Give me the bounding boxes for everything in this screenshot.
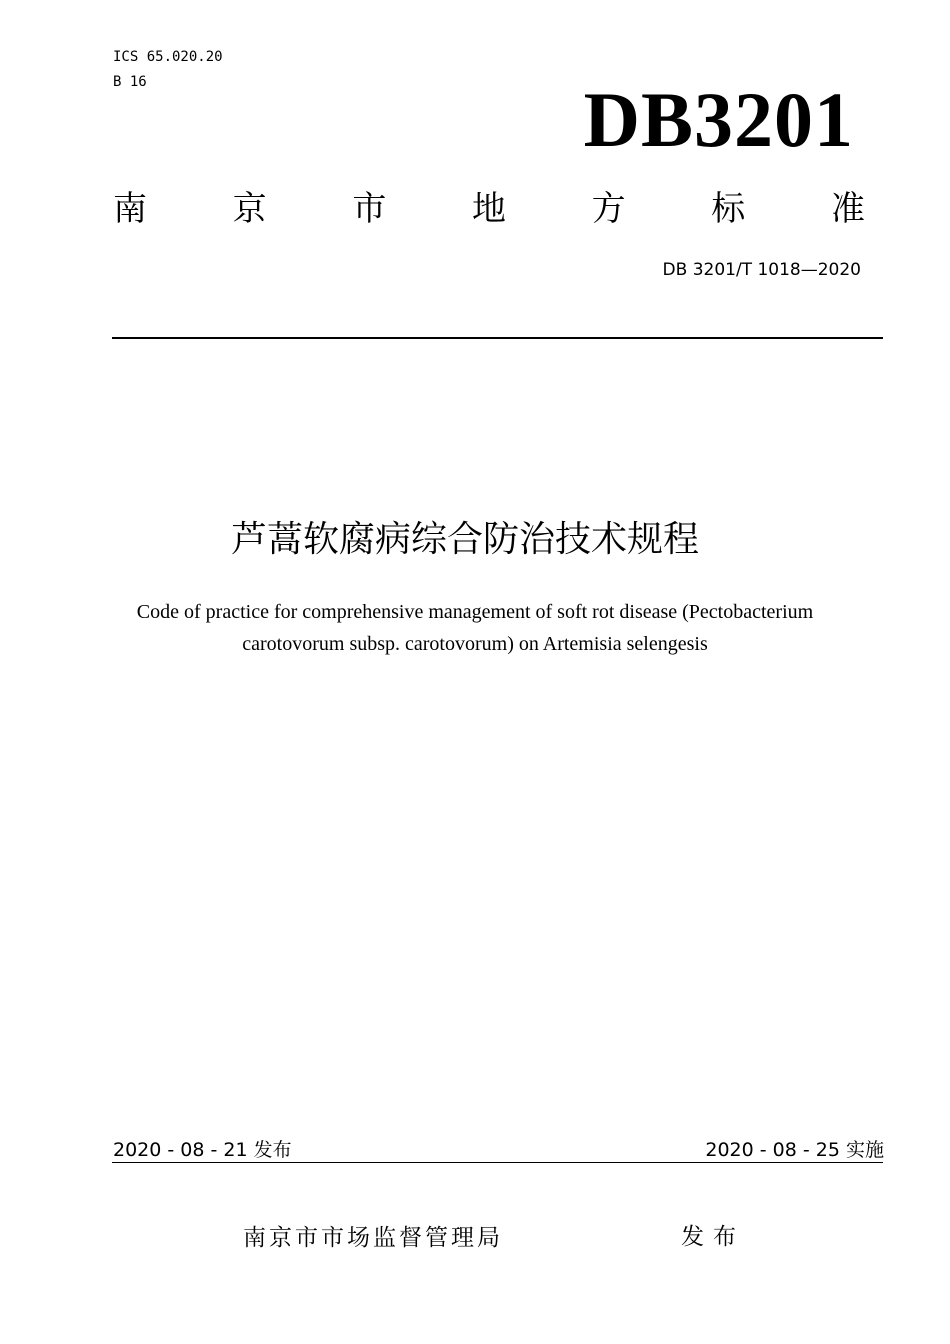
ccs-code: B 16 bbox=[113, 74, 147, 90]
issue-date: 2020 - 08 - 21 发布 bbox=[113, 1139, 292, 1161]
standard-number: DB 3201/T 1018—2020 bbox=[662, 260, 861, 280]
standard-type-char: 南 bbox=[113, 189, 147, 229]
issuing-authority: 南京市市场监督管理局 bbox=[243, 1225, 503, 1251]
implementation-date: 2020 - 08 - 25 实施 bbox=[705, 1139, 884, 1161]
standard-type-char: 市 bbox=[352, 189, 387, 229]
title-english bbox=[75, 596, 875, 660]
standard-type-char: 地 bbox=[471, 189, 506, 229]
db-code-logo: DB3201 bbox=[583, 76, 854, 163]
standard-type-char: 标 bbox=[711, 189, 746, 229]
header-divider bbox=[112, 337, 883, 339]
date-divider bbox=[112, 1162, 883, 1163]
standard-type bbox=[113, 187, 865, 231]
title-english-line-1: Code of practice for comprehensive management of soft rot disease (Pectobacterium bbox=[136, 601, 814, 623]
standard-type-char: 准 bbox=[830, 189, 865, 229]
standard-type-char: 方 bbox=[591, 189, 626, 229]
title-english-line-2: carotovorum subsp. carotovorum) on Artemisia selengesis bbox=[242, 633, 708, 655]
publish-label: 发布 bbox=[681, 1224, 745, 1250]
title-chinese: 芦蒿软腐病综合防治技术规程 bbox=[230, 519, 699, 560]
standard-type-char: 京 bbox=[232, 189, 267, 229]
ics-code: ICS 65.020.20 bbox=[113, 49, 223, 65]
